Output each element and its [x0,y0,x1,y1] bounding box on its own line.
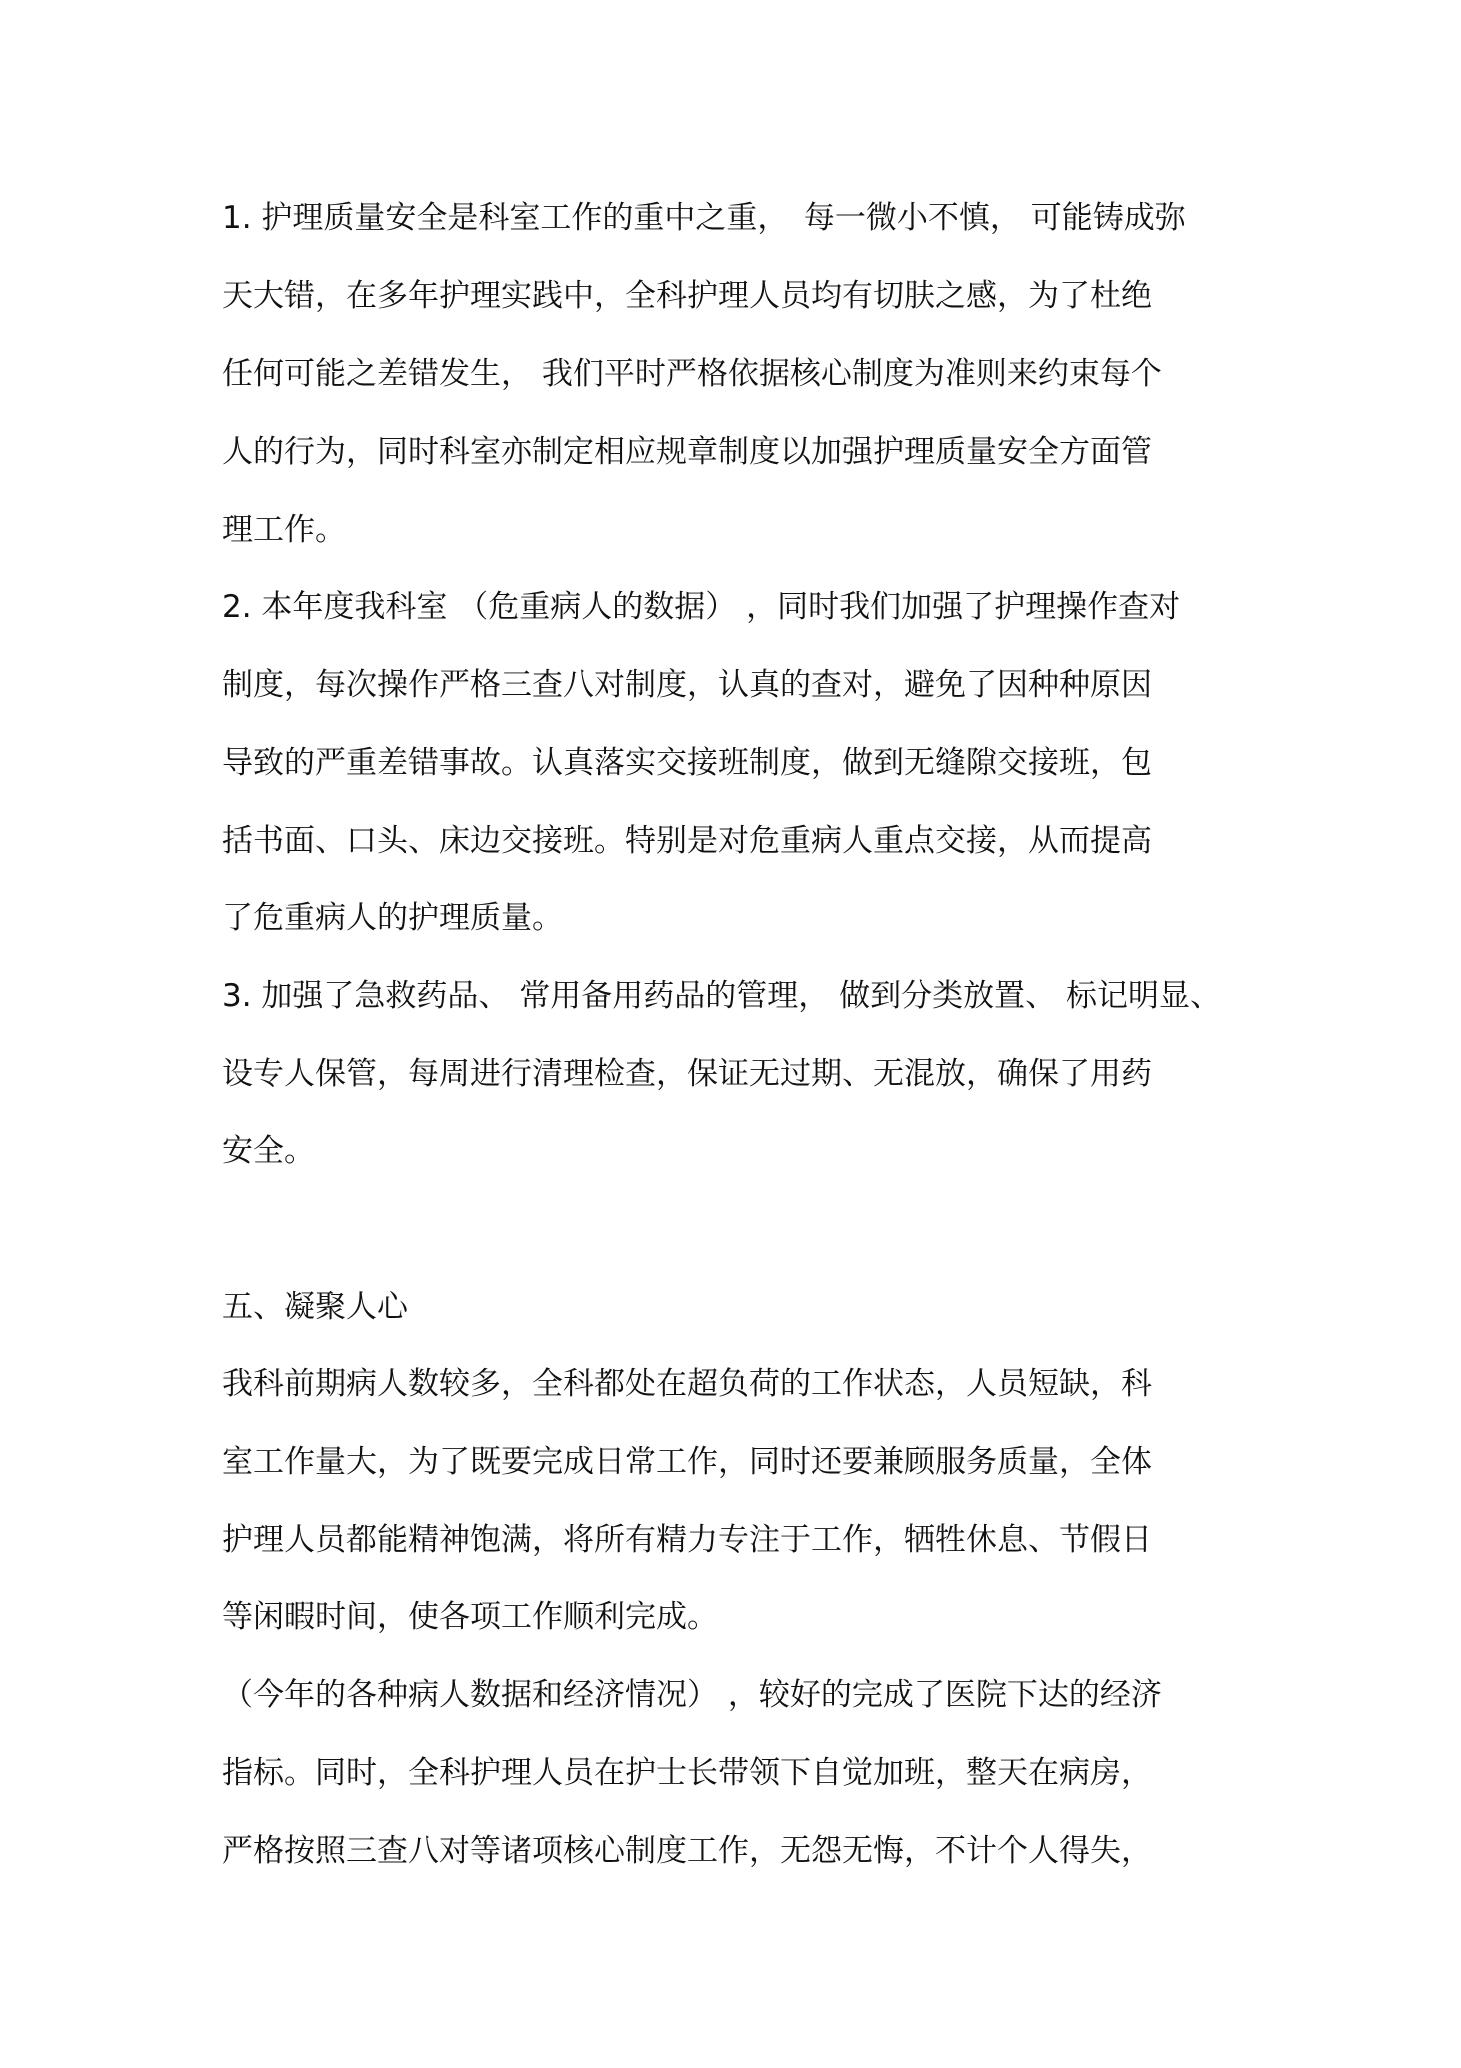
text-line-4: 人的行为，同时科室亦制定相应规章制度以加强护理质量安全方面管 [222,434,1152,470]
section-heading: 五、凝聚人心 [222,1289,408,1325]
text-line-13: 安全。 [222,1133,315,1169]
text-line-17: 护理人员都能精神饱满，将所有精力专注于工作，牺牲休息、节假日 [222,1522,1152,1558]
text-line-19: （今年的各种病人数据和经济情况） ，较好的完成了医院下达的经济 [222,1677,1162,1713]
text-line-1: 1. 护理质量安全是科室工作的重中之重， 每一微小不慎， 可能铸成弥 [222,200,1186,236]
text-line-21: 严格按照三查八对等诸项核心制度工作，无怨无悔，不计个人得失， [222,1833,1152,1869]
text-line-6: 2. 本年度我科室 （危重病人的数据） ，同时我们加强了护理操作查对 [222,589,1181,625]
text-line-20: 指标。同时，全科护理人员在护士长带领下自觉加班，整天在病房， [222,1755,1152,1791]
text-line-11: 3. 加强了急救药品、 常用备用药品的管理， 做到分类放置、 标记明显、 [222,978,1221,1014]
text-line-9: 括书面、口头、床边交接班。特别是对危重病人重点交接，从而提高 [222,823,1152,859]
text-line-18: 等闲暇时间，使各项工作顺利完成。 [222,1599,718,1635]
text-line-5: 理工作。 [222,512,346,548]
text-line-15: 我科前期病人数较多，全科都处在超负荷的工作状态，人员短缺，科 [222,1366,1152,1402]
text-line-7: 制度，每次操作严格三查八对制度，认真的查对，避免了因种种原因 [222,667,1152,703]
text-line-12: 设专人保管，每周进行清理检查，保证无过期、无混放，确保了用药 [222,1056,1152,1092]
text-line-16: 室工作量大，为了既要完成日常工作，同时还要兼顾服务质量，全体 [222,1444,1152,1480]
text-line-10: 了危重病人的护理质量。 [222,900,563,936]
text-line-8: 导致的严重差错事故。认真落实交接班制度，做到无缝隙交接班，包 [222,745,1152,781]
text-line-2: 天大错，在多年护理实践中，全科护理人员均有切肤之感，为了杜绝 [222,278,1152,314]
text-line-3: 任何可能之差错发生， 我们平时严格依据核心制度为准则来约束每个 [222,356,1162,392]
